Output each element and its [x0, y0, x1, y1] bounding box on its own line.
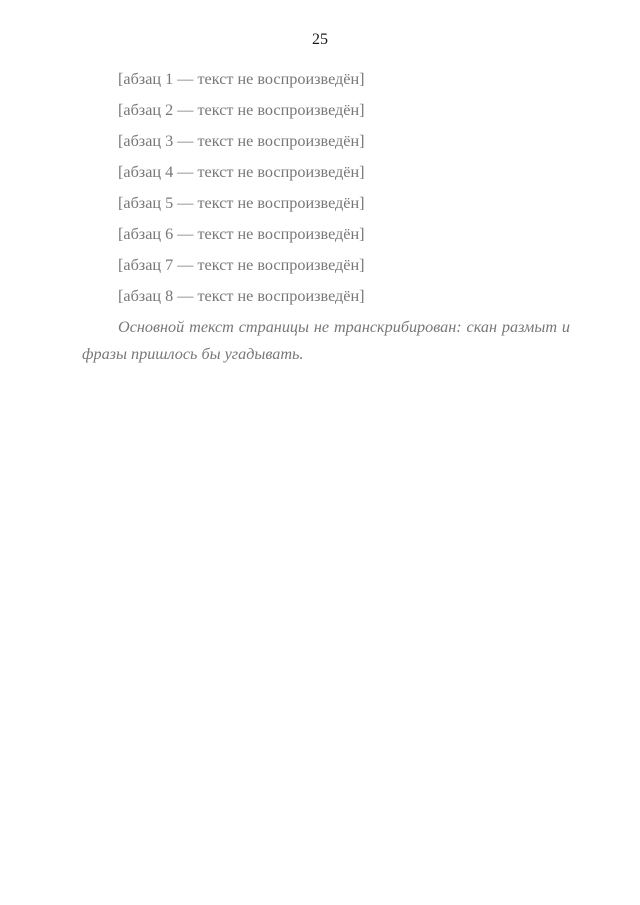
page-number: 25 — [312, 31, 328, 48]
transcription-note: Основной текст страницы не транскрибирован: скан размыт и фразы пришлось бы угадывать. — [82, 318, 570, 363]
paragraph: [абзац 5 — текст не воспроизведён] — [118, 194, 365, 212]
paragraph: [абзац 7 — текст не воспроизведён] — [118, 256, 365, 274]
paragraph: [абзац 8 — текст не воспроизведён] — [118, 287, 365, 305]
document-body — [82, 66, 570, 372]
paragraph: [абзац 1 — текст не воспроизведён] — [118, 70, 365, 88]
paragraph: [абзац 3 — текст не воспроизведён] — [118, 132, 365, 150]
paragraph: [абзац 4 — текст не воспроизведён] — [118, 163, 365, 181]
paragraph: [абзац 2 — текст не воспроизведён] — [118, 101, 365, 119]
paragraph: [абзац 6 — текст не воспроизведён] — [118, 225, 365, 243]
